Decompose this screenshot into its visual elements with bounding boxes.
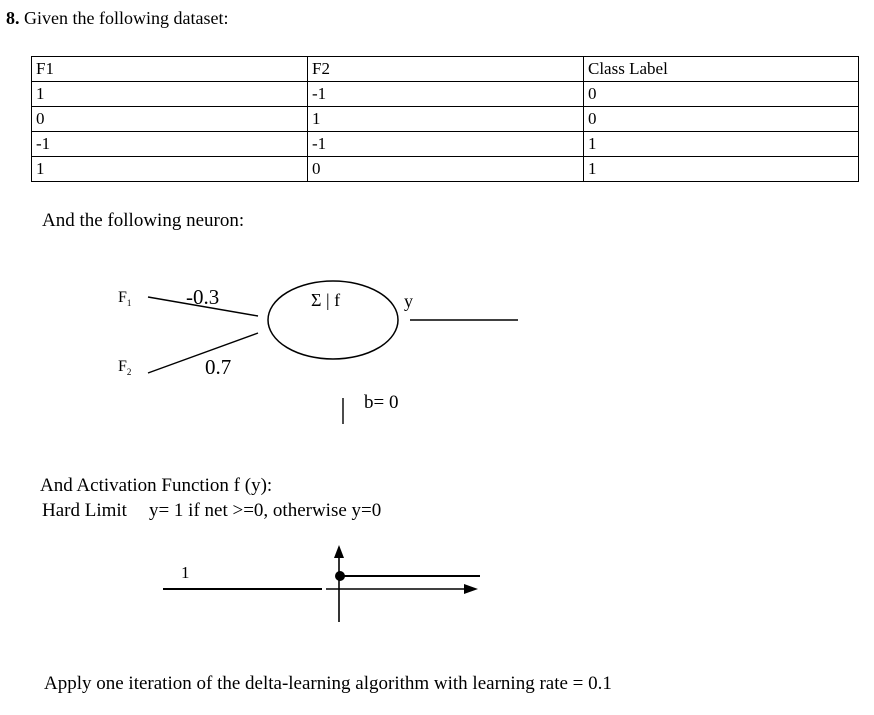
table-cell: 0 [308, 157, 584, 182]
table-cell: 1 [308, 107, 584, 132]
graph-step-point [335, 571, 345, 581]
table-cell: 0 [32, 107, 308, 132]
table-cell: -1 [32, 132, 308, 157]
input2-connection [148, 333, 258, 373]
activation-rule: y= 1 if net >=0, otherwise y=0 [148, 500, 382, 521]
weight2-label: 0.7 [205, 355, 232, 379]
table-cell: -1 [308, 82, 584, 107]
neuron-node-label: Σ | f [311, 290, 341, 310]
table-cell: 1 [584, 132, 859, 157]
header-class-label: Class Label [584, 57, 859, 82]
table-cell: 1 [32, 157, 308, 182]
table-cell: 0 [584, 107, 859, 132]
header-f1: F1 [32, 57, 308, 82]
header-f2: F2 [308, 57, 584, 82]
output-label: y [404, 291, 413, 311]
question-number: 8. [6, 8, 20, 28]
table-cell: 0 [584, 82, 859, 107]
graph-x-arrow-icon [464, 584, 478, 594]
activation-definition [42, 500, 381, 522]
table-cell: 1 [584, 157, 859, 182]
question-text: Given the following dataset: [24, 8, 229, 28]
activation-title: And Activation Function f (y): [40, 475, 273, 496]
weight1-label: -0.3 [186, 285, 220, 309]
table-cell: 1 [32, 82, 308, 107]
input2-label: $F_2$ [118, 358, 132, 378]
graph-y-arrow-icon [334, 545, 344, 558]
input1-label: $F_1$ [118, 289, 132, 309]
instruction-text: Apply one iteration of the delta-learning algorithm with learning rate = 0.1 [44, 673, 612, 694]
graph-level-label: 1 [181, 563, 190, 582]
neuron-intro-text: And the following neuron: [42, 210, 245, 231]
table-cell: -1 [308, 132, 584, 157]
bias-label: b= 0 [364, 392, 399, 413]
activation-name: Hard Limit [42, 500, 127, 521]
